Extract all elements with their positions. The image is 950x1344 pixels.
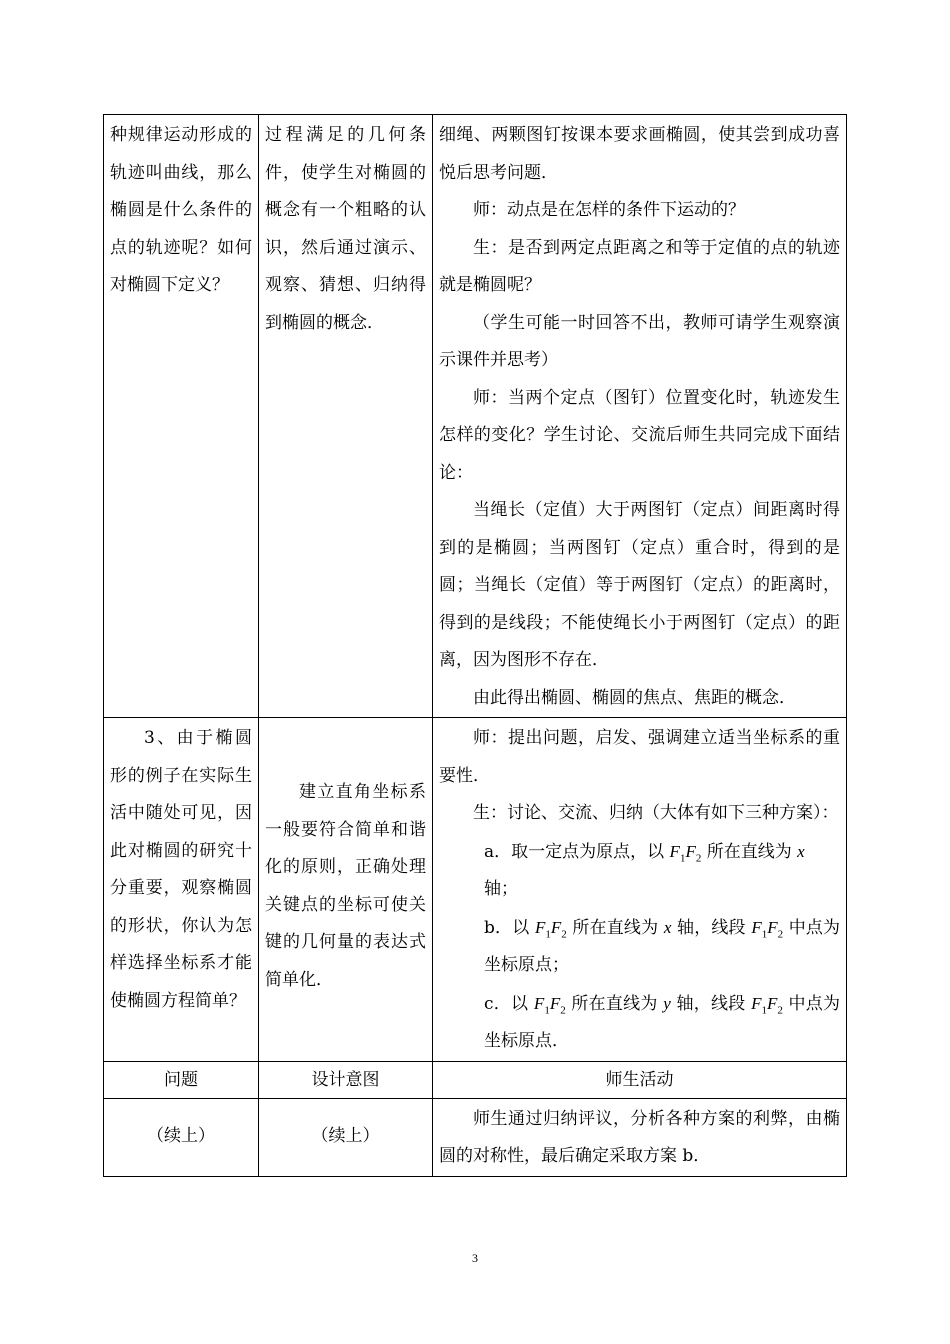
table-row [104,115,847,718]
activity-paragraph: （学生可能一时回答不出，教师可请学生观察演示课件并思考） [439,312,840,370]
table-row [104,718,847,1062]
axis-variable: y [663,993,671,1013]
activity-paragraph: 师：动点是在怎样的条件下运动的？ [473,200,745,220]
activity-paragraph: 细绳、两颗图钉按课本要求画椭圆，使其尝到成功喜悦后思考问题． [439,125,840,183]
option-a: a．取一定点为原点，以 $F_1F_2$ 所在直线为 x 轴； [484,841,805,899]
problem-cell: （续上） [104,1098,259,1176]
f1f2-formula: $F_1F_2$ [751,917,784,940]
design-intent-cell: 过程满足的几何条件，使学生对椭圆的概念有一个粗略的认识，然后通过演示、观察、猜想、归纳得到椭圆的概念． [259,115,433,718]
activity-paragraph: 当绳长（定值）大于两图钉（定点）间距离时得到的是椭圆；当两图钉（定点）重合时，得到的是圆；当绳长（定值）等于两图钉（定点）的距离时，得到的是线段；不能使绳长小于两图钉（定点）的距离，因为图形不存在． [439,500,840,670]
f1f2-formula: $F_1F_2$ [533,993,566,1016]
f1f2-formula: $F_1F_2$ [535,917,567,940]
activity-paragraph: 生：讨论、交流、归纳（大体有如下三种方案）： [473,803,839,823]
option-c: c．以 $F_1F_2$ 所在直线为 y 轴，线段 $F_1F_2$ 中点为坐标原点． [484,993,841,1051]
axis-variable: x [663,917,672,937]
teacher-student-activity-cell [433,115,847,718]
teacher-student-activity-cell: 师生通过归纳评议，分析各种方案的利弊，由椭圆的对称性，最后确定采取方案 b． [433,1098,847,1176]
page-number: 3 [472,1251,478,1265]
axis-variable: x [797,841,805,861]
design-intent-cell: （续上） [259,1098,433,1176]
problem-cell: 种规律运动形成的轨迹叫曲线，那么椭圆是什么条件的点的轨迹呢？如何对椭圆下定义？ [104,115,259,718]
header-design-intent: 设计意图 [259,1061,433,1098]
table-header-row [104,1061,847,1098]
design-intent-cell: 建立直角坐标系一般要符合简单和谐化的原则，正确处理关键点的坐标可使关键的几何量的表达式简单化． [259,718,433,1062]
problem-cell: 3、由于椭圆形的例子在实际生活中随处可见，因此对椭圆的研究十分重要，观察椭圆的形状，你认为怎样选择坐标系才能使椭圆方程简单？ [104,718,259,1062]
option-b: b．以 $F_1F_2$ 所在直线为 x 轴，线段 $F_1F_2$ 中点为坐标原点； [484,917,841,975]
header-activity: 师生活动 [433,1061,847,1098]
lesson-plan-table [103,114,847,1177]
activity-paragraph: 师：当两个定点（图钉）位置变化时，轨迹发生怎样的变化？学生讨论、交流后师生共同完成下面结论： [439,387,840,483]
activity-paragraph: 生：是否到两定点距离之和等于定值的点的轨迹就是椭圆呢？ [439,237,840,295]
header-problem: 问题 [104,1061,259,1098]
table-row [104,1098,847,1176]
f1f2-formula: $F_1F_2$ [669,841,702,864]
f1f2-formula: $F_1F_2$ [751,993,783,1016]
activity-paragraph: 师：提出问题，启发、强调建立适当坐标系的重要性． [439,728,840,786]
teacher-student-activity-cell [433,718,847,1062]
activity-paragraph: 由此得出椭圆、椭圆的焦点、焦距的概念． [473,687,796,708]
